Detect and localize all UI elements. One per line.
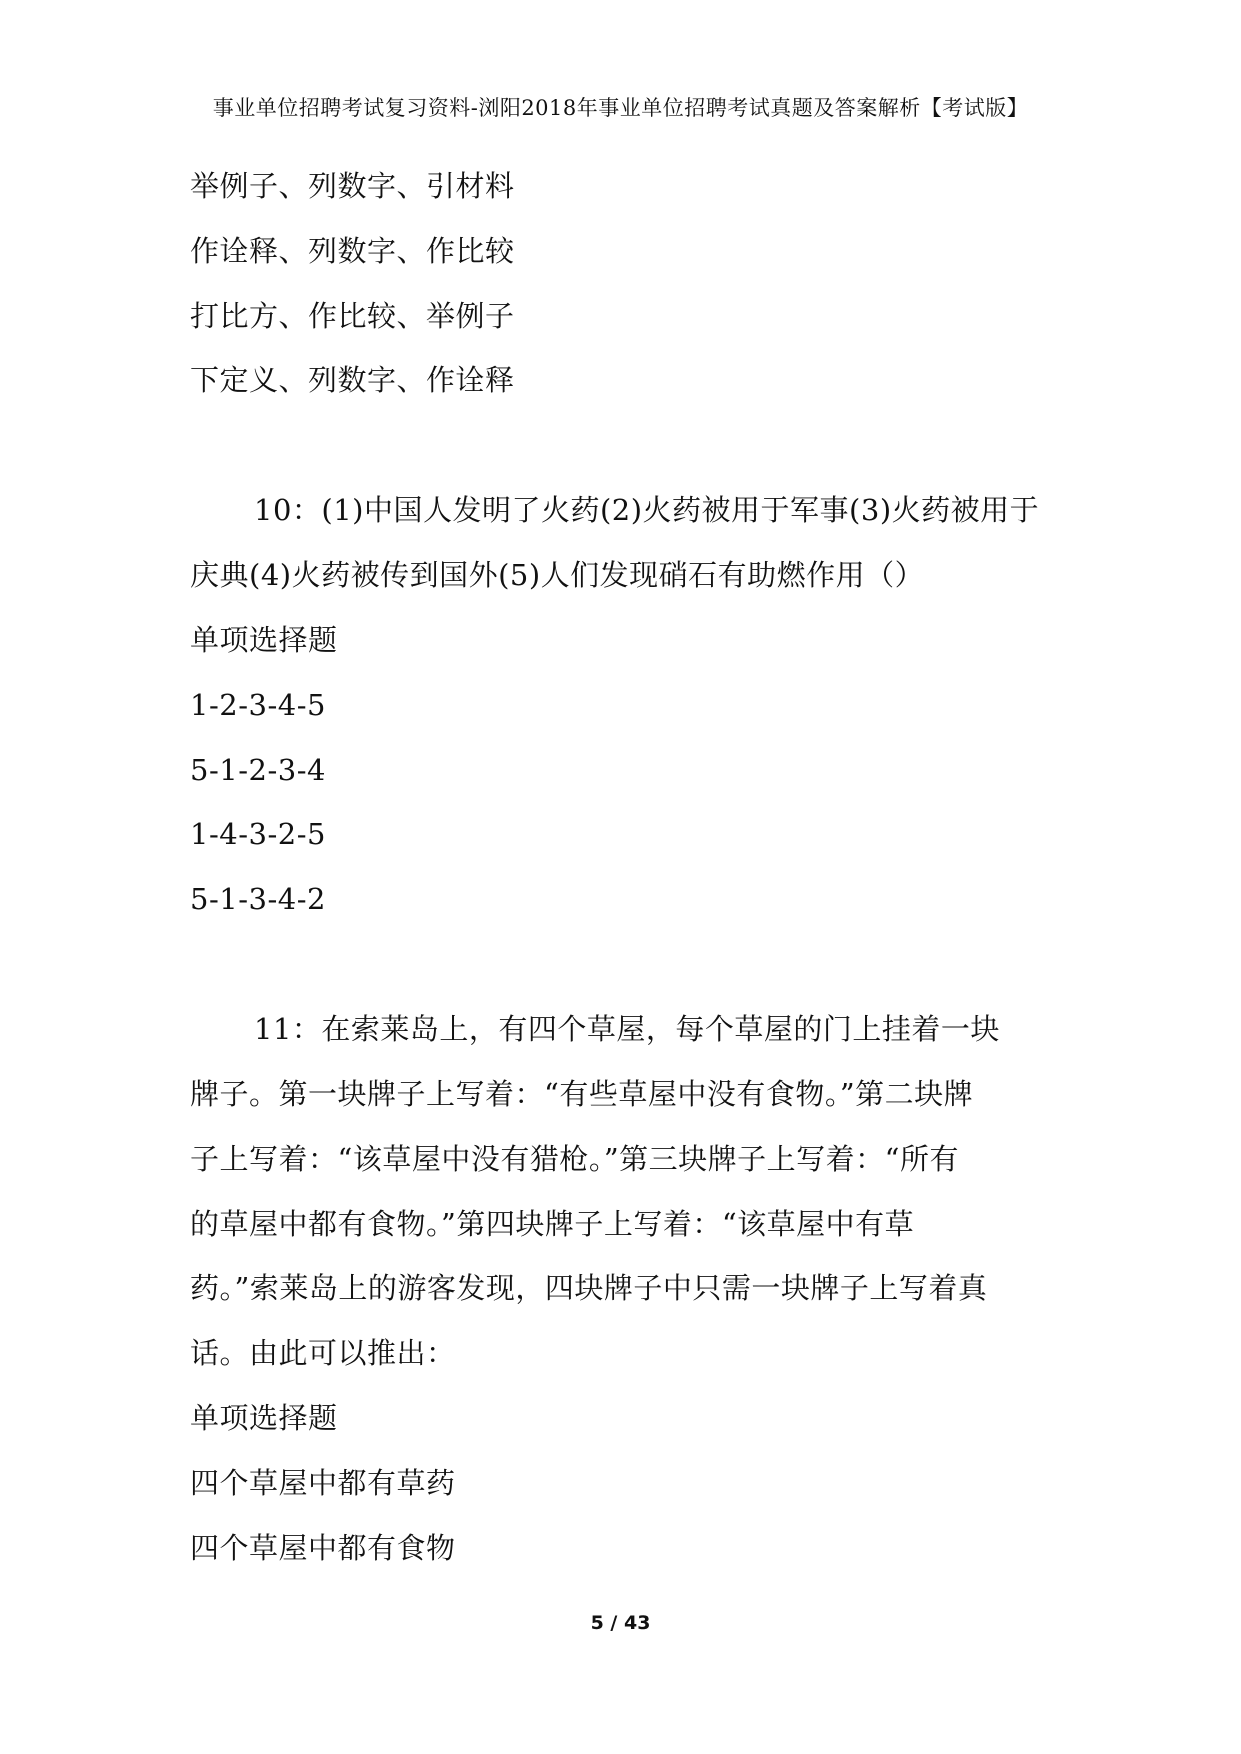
option-text: 5-1-2-3-4 [190,753,326,787]
option-text: 1-4-3-2-5 [190,817,326,851]
page-number: 5 / 43 [590,1612,651,1634]
option-text: 作诠释、列数字、作比较 [190,234,515,268]
option-text: 1-2-3-4-5 [190,688,326,722]
option-text: 四个草屋中都有食物 [190,1531,456,1565]
question-11-text: 子上写着：“该草屋中没有猎枪。”第三块牌子上写着：“所有 [190,1142,959,1176]
option-text: 下定义、列数字、作诠释 [190,363,515,397]
option-text: 举例子、列数字、引材料 [190,169,515,203]
question-11-text: 的草屋中都有食物。”第四块牌子上写着：“该草屋中有草 [190,1207,915,1241]
option-text: 四个草屋中都有草药 [190,1466,456,1500]
question-10-text: 庆典(4)火药被传到国外(5)人们发现硝石有助燃作用（） [190,558,925,592]
question-type-label: 单项选择题 [190,1401,338,1435]
question-11-text: 11：在索莱岛上，有四个草屋，每个草屋的门上挂着一块 [254,1012,1000,1046]
question-11-text: 牌子。第一块牌子上写着：“有些草屋中没有食物。”第二块牌 [190,1077,974,1111]
option-text: 打比方、作比较、举例子 [190,299,515,333]
question-11-text: 药。”索莱岛上的游客发现，四块牌子中只需一块牌子上写着真 [190,1271,988,1305]
option-text: 5-1-3-4-2 [190,882,326,916]
question-11-text: 话。由此可以推出： [190,1336,456,1370]
document-header: 事业单位招聘考试复习资料-浏阳2018年事业单位招聘考试真题及答案解析【考试版】 [212,96,1029,120]
question-type-label: 单项选择题 [190,623,338,657]
question-10-text: 10：(1)中国人发明了火药(2)火药被用于军事(3)火药被用于 [254,493,1040,527]
